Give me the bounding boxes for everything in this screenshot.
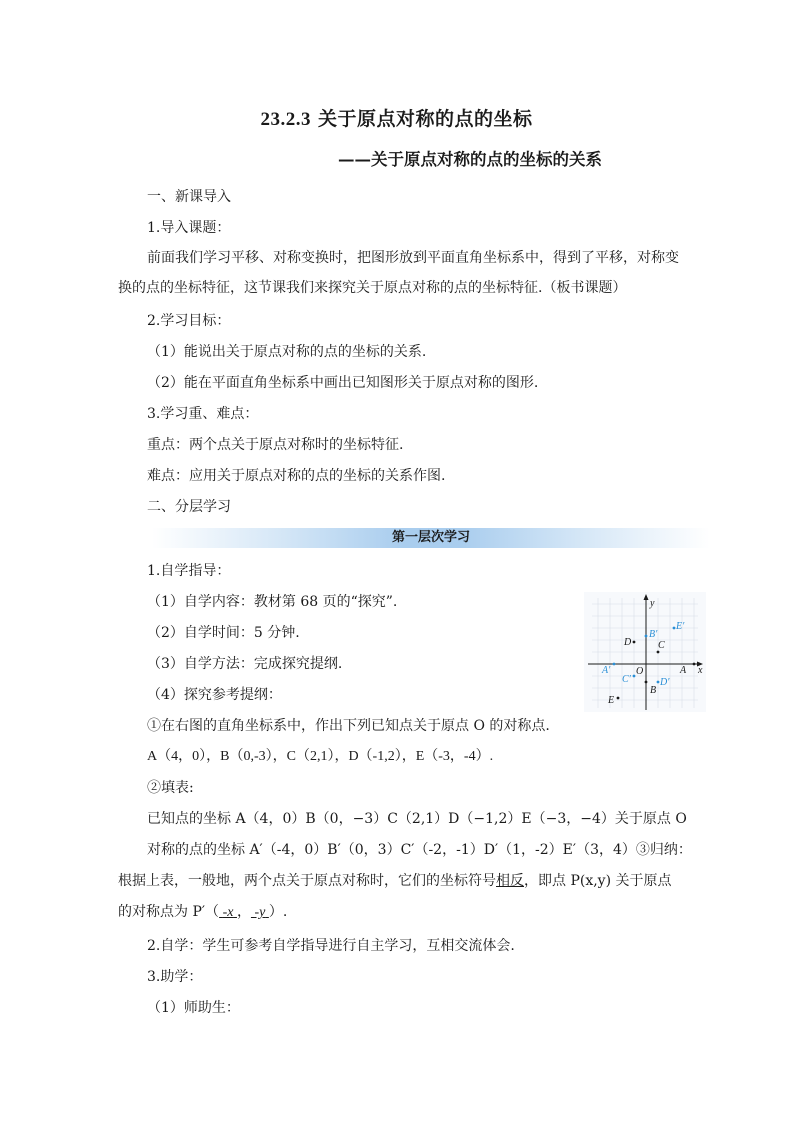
page-title	[0, 104, 793, 131]
conclusion-answer: 相反	[496, 873, 524, 889]
step-self-study: 2.自学：学生可参考自学指导进行自主学习，互相交流体会.	[147, 938, 515, 954]
label-a: A	[680, 665, 687, 676]
result-text-b: ）.	[268, 904, 288, 920]
subheading-self-study-guide: 1.自学指导：	[147, 563, 231, 579]
label-a-prime: A′	[602, 665, 611, 676]
subheading-key-points: 3.学习重、难点：	[147, 406, 259, 422]
level-banner	[152, 528, 710, 548]
subheading-intro-topic: 1.导入课题：	[147, 220, 231, 236]
section-heading-new-lesson: 一、新课导入	[147, 189, 231, 205]
level-banner-label: 第一层次学习	[391, 530, 470, 545]
label-b-prime: B′	[649, 629, 658, 640]
learning-goal-1: （1）能说出关于原点对称的点的坐标的关系.	[147, 344, 427, 360]
label-e: E	[608, 695, 615, 706]
result-comma: ，	[236, 904, 251, 920]
guide-item-outline: （4）探究参考提纲：	[147, 687, 282, 703]
point-d	[633, 641, 636, 644]
conclusion-line	[118, 871, 672, 891]
point-e-prime	[673, 627, 676, 630]
label-c: C	[658, 640, 665, 651]
point-c	[657, 651, 660, 654]
intro-paragraph-line-1: 前面我们学习平移、对称变换时，把图形放到平面直角坐标系中，得到了平移，对称变	[147, 250, 679, 266]
given-points: A（4，0），B（0,-3），C（2,1），D（-1,2），E（-3，-4）.	[147, 749, 494, 764]
guide-item-time: （2）自学时间：5 分钟.	[147, 625, 300, 641]
point-c-prime	[633, 675, 636, 678]
guide-item-content: （1）自学内容：教材第 68 页的“探究”.	[147, 594, 398, 610]
table-row-given: 已知点的坐标 A（4，0）B（0，−3）C（2,1）D（−1,2）E（−3，−4）关于原点 O	[147, 811, 687, 827]
title-text: 关于原点对称的点的坐标	[310, 108, 533, 130]
point-a-prime	[613, 663, 616, 666]
point-e	[617, 697, 620, 700]
label-b: B	[650, 685, 657, 696]
point-a	[693, 663, 696, 666]
key-point: 重点：两个点关于原点对称时的坐标特征.	[147, 437, 404, 453]
guide-item-method: （3）自学方法：完成探究提纲.	[147, 656, 343, 672]
x-axis-label: x	[698, 665, 703, 676]
label-d: D	[624, 637, 632, 648]
difficult-point: 难点：应用关于原点对称的点的坐标的关系作图.	[147, 468, 446, 484]
question-2: ②填表:	[147, 780, 194, 796]
learning-goal-2: （2）能在平面直角坐标系中画出已知图形关于原点对称的图形.	[147, 375, 539, 391]
intro-paragraph-line-2: 换的点的坐标特征，这节课我们来探究关于原点对称的点的坐标特征.（板书课题）	[118, 280, 627, 296]
point-d-prime	[657, 681, 660, 684]
point-b	[645, 681, 648, 684]
table-row-symmetric: 对称的点的坐标 A′（-4，0）B′（0，3）C′（-2，-1）D′（1，-2）E′（3，4）③归纳：	[147, 842, 692, 858]
blank-x: -x	[222, 905, 234, 920]
coordinate-figure	[584, 592, 706, 712]
blank-y: -y	[254, 905, 266, 920]
conclusion-text-a: 根据上表，一般地，两个点关于原点对称时，它们的坐标符号	[118, 873, 496, 889]
step-teacher-helps: （1）师助生：	[147, 1000, 240, 1016]
y-axis-label: y	[650, 598, 655, 609]
conclusion-text-b: ，即点 P(x,y) 关于原点	[524, 873, 672, 889]
subheading-learning-goals: 2.学习目标：	[147, 313, 231, 329]
label-d-prime: D′	[660, 677, 670, 688]
point-b-prime	[645, 635, 648, 638]
title-number: 23.2.3	[260, 109, 311, 130]
page-subtitle: ——关于原点对称的点的坐标的关系	[338, 150, 602, 169]
origin-label: O	[636, 666, 644, 677]
label-c-prime: C′	[622, 674, 631, 685]
question-1: ①在右图的直角坐标系中，作出下列已知点关于原点 O 的对称点.	[147, 718, 550, 734]
step-assist: 3.助学：	[147, 969, 203, 985]
section-heading-layered-learning: 二、分层学习	[147, 499, 231, 515]
label-e-prime: E′	[676, 621, 685, 632]
result-text-a: 的对称点为 P′（	[118, 904, 220, 920]
result-line	[118, 902, 287, 923]
